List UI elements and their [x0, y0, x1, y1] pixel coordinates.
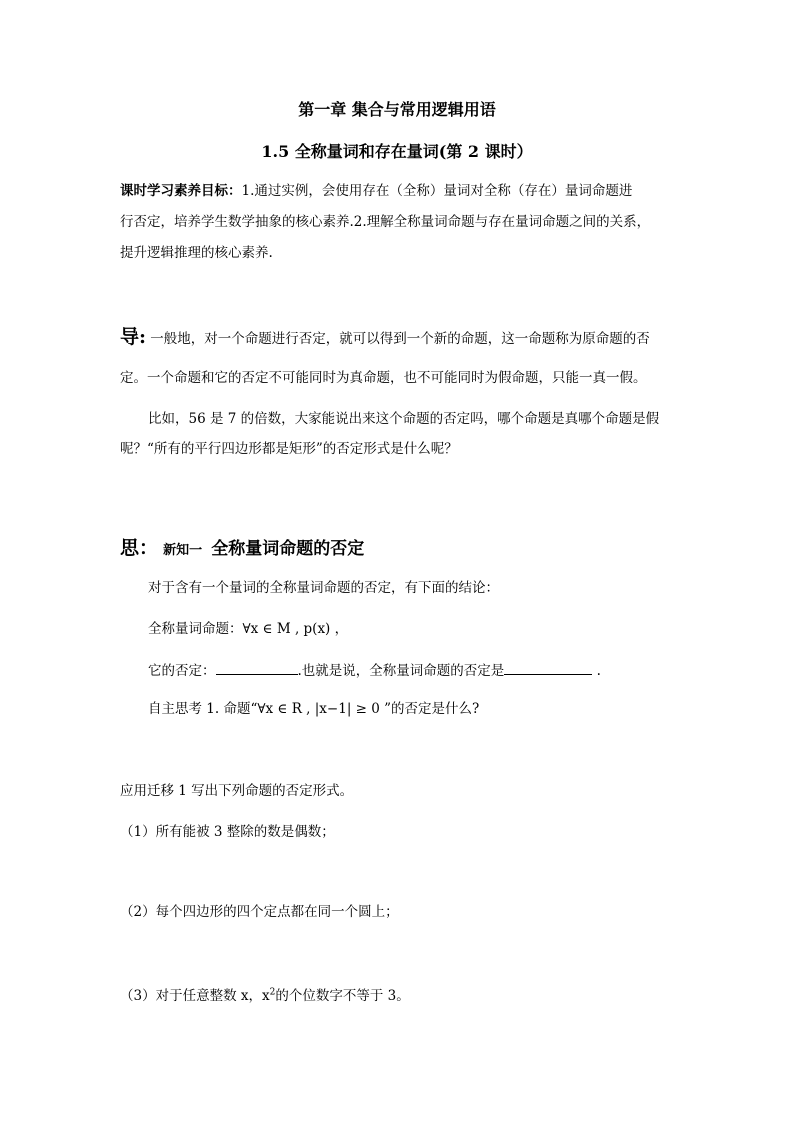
goals-line-2: 行否定，培养学生数学抽象的核心素养.2.理解全称量词命题与存在量词命题之间的关系，: [120, 214, 651, 230]
intro-line-2: 定。一个命题和它的否定不可能同时为真命题，也不可能同时为假命题，只能一真一假。: [120, 370, 647, 386]
goals-line-3: 提升逻辑推理的核心素养.: [120, 245, 273, 261]
practice-heading: 应用迁移 1 写出下列命题的否定形式。: [120, 783, 354, 799]
goals-line-1: [120, 181, 632, 201]
think-line-3: [148, 660, 601, 681]
self-think-suffix: ”的否定是什么?: [379, 701, 480, 717]
think-heading-text: 全称量词命题的否定: [211, 539, 365, 559]
section-title: 1.5 全称量词和存在量词(第 2 课时）: [261, 142, 533, 161]
think-tag: 新知一: [163, 543, 203, 558]
negation-end: .: [592, 663, 601, 679]
self-think-formula: ∀x ∈ R , |x−1| ≥ 0: [257, 701, 380, 717]
think-heading: [120, 533, 364, 560]
chapter-title: 第一章 集合与常用逻辑用语: [298, 100, 496, 119]
negation-blank-1[interactable]: [216, 660, 298, 675]
intro-line-4: 呢？“所有的平行四边形都是矩形”的否定形式是什么呢？: [120, 441, 458, 457]
practice-item-3-superscript: 2: [269, 987, 276, 998]
practice-item-3: [120, 986, 410, 1006]
negation-blank-2[interactable]: [504, 660, 592, 675]
universal-prefix: 全称量词命题：: [148, 621, 243, 637]
practice-item-3-prefix: （3）对于任意整数 x，x: [120, 988, 270, 1004]
negation-mid: .也就是说，全称量词命题的否定是: [297, 663, 505, 679]
intro-text-1: 一般地，对一个命题进行否定，就可以得到一个新的命题，这一命题称为原命题的否: [146, 331, 650, 347]
goals-label: 课时学习素养目标：: [120, 183, 242, 199]
universal-formula: ∀x ∈ M , p(x) ，: [242, 621, 349, 637]
think-line-2: [148, 619, 348, 639]
practice-item-1: （1）所有能被 3 整除的数是偶数；: [120, 824, 335, 840]
goals-text-1: 1.通过实例，会使用存在（全称）量词对全称（存在）量词命题进: [241, 183, 633, 199]
think-marker: 思：: [120, 537, 159, 559]
negation-prefix: 它的否定：: [148, 663, 216, 679]
self-think-prefix: 自主思考 1. 命题“: [148, 701, 258, 717]
practice-item-3-suffix: 的个位数字不等于 3。: [275, 988, 410, 1004]
intro-line-1: [120, 327, 650, 349]
intro-marker: 导:: [120, 326, 147, 348]
think-line-4: [148, 699, 479, 719]
intro-line-3: 比如，56 是 7 的倍数，大家能说出来这个命题的否定吗，哪个命题是真哪个命题是假: [148, 411, 660, 427]
think-line-1: 对于含有一个量词的全称量词命题的否定，有下面的结论：: [148, 580, 499, 596]
practice-item-2: （2）每个四边形的四个定点都在同一个圆上；: [120, 904, 399, 920]
